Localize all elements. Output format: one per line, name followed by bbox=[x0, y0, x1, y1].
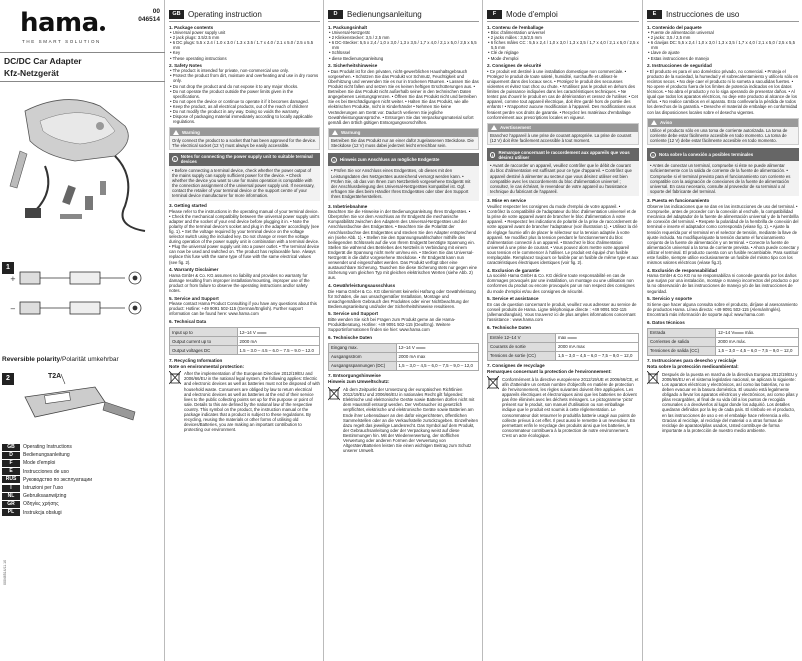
column-title: Mode d'emploi bbox=[506, 10, 558, 19]
section-heading-safety: 2. Sicherheitshinweise bbox=[328, 63, 378, 69]
language-row bbox=[2, 443, 162, 451]
language-name: Instrukcja obsługi bbox=[23, 509, 62, 516]
service-text: En cas de question concernant le produit, veuillez vous adresser au service de conseil produits de Hama. Ligne téléphonique directe : +49 9091 502-115 (allemand/anglais). Vous trouverez ici de plus amples informations concernant l'assistance : www.hama.com bbox=[487, 301, 637, 322]
column-title: Instrucciones de uso bbox=[666, 10, 740, 19]
recycling-block bbox=[328, 387, 479, 454]
section-heading-warranty: 4. Exclusion de garantie bbox=[487, 267, 540, 273]
info-icon: i bbox=[650, 152, 656, 158]
section-heading-recycling: 7. Instrucciones para desecho y reciclaje bbox=[647, 358, 737, 364]
column-de bbox=[325, 0, 483, 661]
product-title-box bbox=[0, 52, 165, 82]
warranty-text: Hama GmbH & Co KG no se responsabiliza ni concede garantía por los daños que surjan por una instalación, montaje o manejo incorrectos del producto o por la no observación de las instrucciones de manejo y/o de las instrucciones de seguridad. bbox=[647, 273, 799, 294]
warning-text: Betreiben Sie das Produkt nur an einer dafür zugelassenen Steckdose. Die Steckdose (12 V) muss dabei jederzeit leicht erreichbar sein. bbox=[331, 138, 474, 149]
recycling-block bbox=[647, 371, 799, 433]
tech-row bbox=[329, 361, 479, 370]
warning-box bbox=[647, 118, 799, 146]
contents-list bbox=[169, 30, 320, 61]
language-name: Operating Instructions bbox=[23, 444, 72, 451]
warning-title: Warnung bbox=[341, 130, 361, 136]
fuse-label: T2A bbox=[48, 373, 62, 380]
note-text: • Prüfen Sie vor Anschluss eines Endgerätes, ob dieses mit den Leistungsdaten des Netzgerätes ausreichend versorgt werden kann. • Prüfen Sie, ob das von Ihnen zum Netzbetrieb vorgesehene Endgerät mit der Anschlussbelegung des Universal-Netzgerätes kompatibel ist. Ggf. erfragen Sie dies beim Händler Ihres Endgerätes oder über den Support Ihres Endgeräteherstellers. bbox=[328, 166, 479, 201]
section-heading-warranty: 4. Exclusión de responsabilidad bbox=[647, 267, 717, 273]
note-text: • Antes de conectar un terminal, compruebe si éste se puede alimentar suficientemente con la salida de corriente de la fuente de alimentación. • Compruebe si el terminal previsto para el funcionamiento con corriente es compatible con la asignación de conexiones de la fuente de alimentación universal. En caso necesario, consulte al proveedor de su terminal o al soporte del fabricante del terminal. bbox=[647, 161, 799, 196]
list-item: • Mode d'emploi bbox=[488, 55, 519, 61]
cover-panel bbox=[0, 0, 165, 661]
section-heading-contents: 1. Packungsinhalt bbox=[328, 25, 368, 30]
section-heading-warranty: 4. Warranty Disclaimer bbox=[169, 267, 219, 273]
language-row bbox=[2, 468, 162, 476]
figure-1-number: 1 bbox=[2, 262, 14, 274]
list-item: • Keep the product, as all electrical products, out of the reach of children! bbox=[170, 103, 309, 109]
brand-tagline: THE SMART SOLUTION bbox=[22, 39, 101, 44]
start-text: Observe las indicaciones que se dan en las instrucciones de uso del terminal. • Compruebe, antes de proceder con la conexión al enchufe, la compatibilidad mecánica del adaptador de la fuente de alimentación universal y de la hembrilla de conexión del terminal. • Respete la polaridad de la hembrilla de conexión del terminal e inserte el adaptador como corresponda (véase fig. 1). • Ajuste la tensión requerida por el terminal en el selector de tensión, mediante la llave de ajuste incluida. No modifique/ajuste la tensión durante el funcionamiento conjunto de la fuente de alimentación y un terminal. • Conecte la fuente de alimentación universal a la toma de corriente prevista. • Ahora puede conectar y utilizar el terminal. El producto cuenta con un fusible recambiable. Para sustituir este fusible, siempre utilice exclusivamente un fusible del mismo tipo con los mismos valores eléctricos (véase fig.2). bbox=[647, 204, 799, 266]
column-body bbox=[487, 25, 639, 438]
section-heading-recycling: 7. Entsorgungshinweise bbox=[328, 373, 381, 379]
list-item: • 2 jack plugs: 3.5/2.5 mm bbox=[170, 35, 220, 41]
tech-value: 1,5 – 3,0 – 4,5 – 6,0 – 7,5 – 9,0 – 12,0 bbox=[555, 351, 638, 360]
language-row bbox=[2, 492, 162, 500]
tech-label: Tensiones de salida (CC) bbox=[648, 346, 716, 355]
section-heading-recycling: 7. Recycling Information bbox=[169, 357, 223, 363]
tech-value: 2000 mA max bbox=[555, 342, 638, 351]
column-header bbox=[647, 10, 799, 22]
warning-text: Only connect the product to a socket that has been approved for the device. The electrical socket (12 V) must always be easily accessible. bbox=[172, 137, 317, 148]
recycling-subheading: Nota sobre la protección medioambiental: bbox=[647, 364, 739, 370]
figure-2-number: 2 bbox=[2, 373, 14, 385]
column-es bbox=[644, 0, 802, 661]
contents-list bbox=[487, 30, 639, 61]
recycling-text: Ab dem Zeitpunkt der Umsetzung der europäischen Richtlinien 2012/19/EU und 2006/66/EU in nationales Recht gilt folgendes: Elektrische und elektronische Geräte sowie Batterien dürfen nicht mit dem Hausmüll entsorgt werden. Der Verbraucher ist gesetzlich verpflichtet, elektrische und elektronische Geräte sowie Batterien am Ende ihrer Lebensdauer an den dafür eingerichteten, öffentlichen Sammelstellen oder an die Verkaufsstelle zurückzugeben. Einzelheiten dazu regelt das jeweilige Landesrecht. Das Symbol auf dem Produkt, der Gebrauchsanleitung oder der Verpackung weist auf diese Bestimmungen hin. Mit der Wiederverwertung, der stofflichen Verwertung oder anderen Formen der Verwertung von Altgeräten/Batterien leisten Sie einen wichtigen Beitrag zum Schutz unserer Umwelt. bbox=[343, 387, 478, 454]
section-heading-warranty: 4. Gewährleistungsausschluss bbox=[328, 282, 396, 288]
fuse-figure bbox=[5, 372, 160, 432]
column-body bbox=[169, 25, 320, 432]
tech-label: Output current up to bbox=[170, 337, 238, 346]
tech-row bbox=[488, 333, 639, 342]
section-heading-safety: 2. Safety Notes bbox=[169, 63, 202, 69]
tech-row bbox=[329, 352, 479, 361]
list-item: • Schlüssel bbox=[329, 50, 351, 56]
section-heading-service: 5. Service et assistance bbox=[487, 296, 539, 302]
list-item: • 2 Klinkenstecker: 3,5 / 2,5 mm bbox=[329, 35, 390, 41]
contents-list bbox=[647, 30, 799, 61]
list-item: • Universal-Netzgerät bbox=[329, 30, 370, 36]
list-item: • 6 DC plugs: 5.5 x 2.4 / 1.0 x 3.0 / 1.3 x 3.5 / 1.7 x 4.0 / 2.1 x 5.0 / 2.5 x 5.5 mm bbox=[170, 40, 314, 51]
tech-value: 1,5 – 3,0 – 4,5 – 6,0 – 7,5 – 9,0 – 12,0 bbox=[396, 361, 479, 370]
tech-value: 1.5 – 3.0 – 4.5 – 6.0 – 7.5 – 9.0 – 12.0 bbox=[237, 346, 320, 355]
note-title: Hinweis zum Anschluss an mögliche Endgeräte bbox=[340, 157, 440, 163]
list-item: • These operating instructions bbox=[170, 55, 227, 61]
tech-label: Corrientes de salida bbox=[648, 337, 716, 346]
contents-list bbox=[328, 30, 479, 61]
tech-value: 1,5 – 3,0 – 4,5 – 6,0 – 7,5 – 9,0 – 12,0 bbox=[715, 346, 798, 355]
language-name: Bedienungsanleitung bbox=[23, 452, 70, 459]
column-header bbox=[169, 10, 320, 22]
tech-row bbox=[648, 328, 799, 337]
language-name: Gebruiksaanwijzing bbox=[23, 493, 67, 500]
tech-table bbox=[169, 327, 320, 355]
note-bar bbox=[169, 153, 320, 166]
svg-text:+: + bbox=[10, 275, 16, 283]
warning-box bbox=[169, 127, 320, 150]
language-code: D bbox=[2, 452, 20, 459]
section-heading-contents: 1. Contenido del paquete bbox=[647, 25, 702, 30]
list-item: • 2 jacks mâles : 3,5/2,5 mm bbox=[488, 35, 542, 41]
note-title: Notes for connecting the power supply unit to suitable terminal devices bbox=[180, 154, 313, 165]
warning-title: Avertissement bbox=[500, 125, 531, 131]
tech-label: Eingang max. bbox=[329, 343, 397, 352]
language-row bbox=[2, 459, 162, 467]
language-row bbox=[2, 484, 162, 492]
list-item: • Estas instrucciones de manejo bbox=[648, 55, 709, 61]
product-subtitle: Kfz-Netzgerät bbox=[4, 68, 59, 78]
warning-triangle-icon bbox=[173, 130, 179, 135]
tech-label: Courants de sortie bbox=[488, 342, 556, 351]
tech-value: 12–14 V ═══ bbox=[237, 328, 320, 337]
recycling-subheading: Hinweis zum Umweltschutz: bbox=[328, 379, 390, 385]
service-text: Si tiene que hacer alguna consulta sobre el producto, diríjase al asesoramiento de productos Hama. Línea directa: +49 9091 502-115 (Alemán/Inglés). Encontrará más información de soporte aquí: www.hama.com bbox=[647, 301, 798, 317]
note-bar bbox=[487, 148, 639, 161]
safety-text: • El producto es para el uso doméstico privado, no comercial. • Proteja el producto de la suciedad, la humedad y el sobrecalentamiento y utilícelo sólo en recintos secos. • No deje caer el producto ni lo someta a sacudidas fuertes. • No opere el producto fuera de los límites de potencia indicados en los datos técnicos. • No abra el producto y no lo siga operando de presentar daños. • Al igual que todos los aparatos eléctricos, no deje este producto al alcance de los niños. • No realice cambios en el aparato. Esto conllevaría la pérdida de todos los derechos de la garantía. • Deseche el material de embalaje en conformidad con las disposiciones locales sobre el desecho vigentes. bbox=[647, 68, 799, 115]
tech-row bbox=[648, 337, 799, 346]
svg-text:−: − bbox=[10, 305, 16, 313]
list-item: • Universal power supply unit bbox=[170, 30, 226, 36]
language-name: Οδηγίες χρήσης bbox=[23, 501, 59, 508]
tech-value: max ═══ bbox=[555, 333, 638, 342]
brand-logo bbox=[20, 8, 105, 38]
warning-text: Branchez l'appareil à une prise de courant appropriée. La prise de courant (12 V) doit être facilement accessible à tout moment. bbox=[490, 133, 632, 144]
language-row bbox=[2, 509, 162, 517]
brand-name: hama bbox=[20, 8, 99, 38]
language-name: Руководство по эксплуатации bbox=[23, 476, 92, 483]
section-heading-contents: 1. Package contents bbox=[169, 25, 214, 30]
warning-triangle-icon bbox=[651, 120, 657, 125]
service-text: Bitte wenden Sie sich bei Fragen zum Produkt gerne an die Hama-Produktberatung. Hotline: +49 9091 502-115 (Deu/Eng). Weitere Supportinformationen finden sie hier: www.hama.com bbox=[328, 317, 456, 333]
list-item: • Clé de réglage bbox=[488, 50, 519, 56]
product-code-number: 046514 bbox=[138, 16, 160, 23]
list-item: • Bloc d'alimentation universel bbox=[488, 30, 546, 36]
section-heading-service: 5. Servicio y soporte bbox=[647, 296, 692, 302]
polarity-figure bbox=[5, 262, 160, 337]
language-name: Mode d'emploi bbox=[23, 460, 56, 467]
warning-bar bbox=[648, 119, 798, 127]
recycling-text: After the implementation of the European Directive 2012/19/EU and 2006/66/EU in the national legal system, the following applies: Electric and electronic devices as well as batteries must not be disposed of with household waste. Consumers are obliged by law to return electrical and electronic devices as well as batteries at the end of their service lives to the public collecting points set up for this purpose or point of sale. Details to this are defined by the national law of the respective country. This symbol on the product, the instruction manual or the package indicates that a product is subject to these regulations. By recycling, reusing the materials or other forms of utilising old devices/Batteries, you are making an important contribution to protecting our environment. bbox=[184, 371, 320, 433]
recycling-text: Después de la puesta en marcha de la directiva Europea 2012/19/EU y 2006/66/EU en el sistema legislativo nacional, se aplicara lo siguiente: Los aparatos eléctricos y electrónicos, así como las baterías, no se deben evacuar en la basura doméstica. El usuario está legalmente obligado a llevar los aparatos eléctricos y electrónicos, así como pilas y pilas recargables, al final de su vida útil a los puntos de recogida comunales o a devolverlos al lugar donde los adquirió. Los detalles quedaran definidos por la ley de cada país. El símbolo en el producto, en las instrucciones de uso o en el embalaje hace referencia a ello. Gracias al reciclaje, al reciclaje del material o a otras formas de reciclaje de aparatos/pilas usados, Usted contribuye de forma importante a la protección de nuestro medio ambiente. bbox=[662, 371, 798, 433]
info-icon: i bbox=[331, 157, 337, 163]
note-title: Remarque concernant le raccordement aux appareils que vous désirez utiliser bbox=[498, 149, 630, 160]
language-code: F bbox=[2, 460, 20, 467]
tech-row bbox=[648, 346, 799, 355]
language-code: I bbox=[2, 485, 20, 492]
column-body bbox=[647, 25, 799, 433]
safety-text: • Das Produkt ist für den privaten, nicht-gewerblichen Haushaltsgebrauch vorgesehen. • Schützen Sie das Produkt vor Schmutz, Feuchtigkeit und Überhitzung und verwenden Sie es nur in trockenen Räumen. • Lassen Sie das Produkt nicht fallen und setzen Sie es keinen heftigen Erschütterungen aus. • Betreiben Sie das Produkt nicht außerhalb seiner in den technischen Daten angegebenen Leistungsgrenzen. • Öffnen Sie das Produkt nicht und betreiben Sie es bei Beschädigungen nicht weiter. • Halten Sie das Produkt, wie alle elektrischen Produkte, nicht in Kinderhände! • Nehmen Sie keine Veränderungen am Gerät vor. Dadurch verlieren Sie jegliche Gewährleistungsansprüche. • Entsorgen Sie das Verpackungsmaterial sofort gemäß den örtlich gültigen Entsorgungsvorschriften. bbox=[328, 68, 479, 125]
tech-label: Output voltages DC bbox=[170, 346, 238, 355]
crossed-bin-icon bbox=[487, 376, 499, 390]
warning-bar bbox=[329, 129, 478, 137]
document-code: 00046514/11.10 bbox=[3, 559, 7, 585]
list-item: • Do not drop the product and do not expose it to any major shocks. bbox=[170, 83, 299, 89]
tech-row bbox=[170, 346, 320, 355]
list-item: • Fuente de alimentación universal bbox=[648, 30, 714, 36]
warning-title: Warning bbox=[182, 129, 200, 135]
reversible-polarity-label bbox=[2, 356, 119, 363]
product-code-prefix: 00 bbox=[152, 8, 160, 15]
section-heading-contents: 1. Contenu de l'emballage bbox=[487, 25, 544, 30]
list-item: • Do not open the device or continue to operate it if it becomes damaged. bbox=[170, 98, 309, 104]
info-icon: i bbox=[172, 156, 178, 162]
section-heading-service: 5. Service and Support bbox=[169, 295, 219, 301]
tech-value: 2000 mA máx. bbox=[715, 337, 798, 346]
section-heading-service: 5. Service und Support bbox=[328, 311, 379, 317]
section-heading-start: 3. Getting started bbox=[169, 203, 207, 209]
warning-box bbox=[487, 123, 639, 146]
section-heading-start: 3. Inbetriebnahme bbox=[328, 203, 368, 209]
tech-value: 2000 mA max bbox=[396, 352, 479, 361]
recycling-block bbox=[169, 371, 320, 433]
language-badge: D bbox=[328, 10, 343, 19]
warning-bar bbox=[170, 128, 319, 136]
warning-bar bbox=[488, 124, 638, 132]
language-code: E bbox=[2, 468, 20, 475]
language-list bbox=[2, 443, 162, 517]
list-item: • diese Bedienungsanleitung bbox=[329, 55, 384, 61]
note-bar bbox=[328, 153, 479, 166]
list-item: • Llave de ajuste bbox=[648, 50, 680, 56]
tech-value: 12–14 V═══ máx. bbox=[715, 328, 798, 337]
list-item: • Key bbox=[170, 50, 181, 56]
language-badge: E bbox=[647, 10, 662, 19]
recycling-text: Conformément à la directive européenne 2012/19/UE et 2006/66/CE, et afin d'atteindre un certain nombre d'objectifs en matière de protection de l'environnement, les règles suivantes doivent être appliquées. Les appareils électriques et électroniques ainsi que les batteries ne doivent pas être éliminés avec les déchets ménagers. Le pictogramme 'picto' présent sur le produit, son manuel d'utilisation ou son emballage indique que le produit est soumis à cette réglementation. Le consommateur doit retourner le produit/la batterie usagé aux points de collecte prévus à cet effet. Il peut aussi le remettre à un revendeur. En permettant enfin le recyclage des produits ainsi que les batteries, le consommateur contribuera à la protection de notre environnement. C'est un acte écologique. bbox=[502, 376, 639, 438]
start-text: Veuillez respecter les consignes du mode d'emploi de votre appareil. • Contrôlez la compatibilité de l'adaptateur du bloc d'alimentation universel et de la prise de votre appareil avant de brancher le bloc d'alimentation à votre appareil. • Respectez les indications de polarité de la prise de raccordement de votre appareil avant de brancher l'adaptateur (voir illustration 1). • Utilisez la clé de réglage fournie afin de placer le sélecteur sur la tension adaptée à votre appareil. Ne modifiez plus la tension pendant le fonctionnement du bloc d'alimentation connecté à un appareil. • Branchez le bloc d'alimentation universel à une prise de courant. • Vous pouvez alors mettre votre appareil sous tension et le commencer à l'utiliser. Le produit est équipé d'un fusible remplaçable. Remplacez toujours ce fusible par un fusible de même type et aux caractéristiques électriques identiques (voir fig. 2). bbox=[487, 204, 639, 266]
note-title: Nota sobre la conexión a posibles terminales bbox=[659, 152, 754, 158]
tech-value: 2000 mA bbox=[237, 337, 320, 346]
tech-table bbox=[487, 333, 639, 361]
list-item: • 6 clavijas DC: 5,5 x 2,4 / 1,0 x 3,0 / 1,3 x 3,5 / 1,7 x 4,0 / 2,1 x 5,0 / 2,5 x 5,5 mm bbox=[648, 40, 795, 51]
recycling-subheading: Note on environmental protection: bbox=[169, 363, 245, 369]
warranty-text: La société Hama GmbH & Co. KG décline toute responsabilité en cas de dommages provoqués par une installation, un montage ou une utilisation non conformes du produit ou encore provoqués par un non respect des consignes du mode d'emploi et/ou des consignes de sécurité. bbox=[487, 273, 635, 294]
column-body bbox=[328, 25, 479, 453]
reversible-polarity-de: /Polarität umkehrbar bbox=[60, 356, 119, 363]
tech-label: Ausgangsspannungen (DC) bbox=[329, 361, 397, 370]
tech-table bbox=[647, 328, 799, 356]
warning-title: Aviso bbox=[660, 120, 673, 126]
warning-text: Utilice el producto sólo en una toma de corriente autorizada. La toma de corriente debe estar fácilmente accesible en todo momento. La toma de corriente (12 V) debe estar fácilmente accesible en todo momento. bbox=[650, 128, 788, 144]
language-name: Istruzioni per l'uso bbox=[23, 485, 64, 492]
list-item: • 6 fiches mâles CC : 5,5 x 2,4 / 1,0 x 3,0 / 1,3 x 3,5 / 1,7 x 4,0 / 2,1 x 5,0 / 2,5 x 5,5 mm bbox=[488, 40, 639, 51]
language-code: RUS bbox=[2, 476, 20, 483]
tech-row bbox=[488, 351, 639, 360]
language-code: PL bbox=[2, 509, 20, 516]
section-heading-tech: 6. Technical Data bbox=[169, 319, 207, 324]
product-code bbox=[112, 8, 160, 24]
tech-value: 12–14 V ═══ bbox=[396, 343, 479, 352]
recycling-subheading: Remarques concernant la protection de l'environnement: bbox=[487, 369, 612, 375]
start-text: Please refer to the instructions in the operating manual of your terminal device. • Check the mechanical compatibility between the universal power supply unit's adapter and the socket of your end device before plugging it in. • Note the polarity of the terminal device's socket and plug in the adapter accordingly (see fig. 1). • Set the voltage required by your terminal device on the voltage selector switch using the included key. Do not change or reset the voltage during operation of the power supply unit in combination with a terminal device. • Plug the universal power supply unit into a power outlet. • The terminal device can now be used and switched on. The product has replaceable fuse. Always replace this fuse with the same type of fuse with the same electrical values (see fig. 2). bbox=[169, 208, 320, 265]
safety-text: • Ce produit est destiné à une installation domestique non commerciale. • Protégez le produit de toute saleté, humidité, surchauffe et utilisez-le uniquement dans des locaux secs. • Protégez le produit des secousses violentes et évitez tout choc ou chute. • N'utilisez pas le produit en dehors des limites de puissance indiquées dans les caractéristiques techniques. • Ne tentez pas d'ouvrir le produit en cas de détérioration et cessez de l'utiliser. • Cet appareil, comme tout appareil électrique, doit être gardé hors de portée des enfants ! • N'apportez aucune modification à l'appareil. Des modifications vous feraient perdre vos droits de garantie. • Recyclez les matériaux d'emballage conformément aux prescriptions locales en vigueur. bbox=[487, 68, 638, 120]
tech-row bbox=[170, 337, 320, 346]
list-item: • The product is intended for private, non-commercial use only. bbox=[170, 68, 289, 74]
list-item: • Do not modify the product in any way. Doing so voids the warranty. bbox=[170, 109, 300, 114]
crossed-bin-icon bbox=[328, 387, 340, 401]
language-code: NL bbox=[2, 493, 20, 500]
section-heading-start: 3. Puesta en funcionamiento bbox=[647, 198, 710, 204]
column-title: Bedienungsanleitung bbox=[347, 10, 422, 19]
section-heading-recycling: 7. Consignes de recyclage bbox=[487, 363, 545, 369]
warning-box bbox=[328, 128, 479, 151]
section-heading-safety: 2. Consignes de sécurité bbox=[487, 63, 542, 69]
tech-label: Tensions de sortie (CC) bbox=[488, 351, 556, 360]
crossed-bin-icon bbox=[647, 371, 659, 385]
car-adapter-illustration bbox=[5, 86, 160, 236]
column-header bbox=[328, 10, 479, 22]
reversible-polarity-en: Reversible polarity bbox=[2, 356, 61, 363]
warranty-text: Die Hama GmbH & Co. KG übernimmt keinerlei Haftung oder Gewährleistung für Schäden, die aus unsachgemäßer Installation, Montage und unsachgemäßem Gebrauch des Produktes oder einer Nichtbeachtung der Bedienungsanleitung und/oder der Sicherheitshinweise resultieren. bbox=[328, 288, 476, 309]
list-item: • Protect the product from dirt, moisture and overheating and use in dry rooms only. bbox=[170, 73, 319, 84]
info-icon: i bbox=[490, 152, 495, 158]
section-heading-tech: 6. Technische Daten bbox=[487, 324, 532, 330]
language-row bbox=[2, 476, 162, 484]
start-text: Beachten Sie die Hinweise in der Bedienungsanleitung Ihres Endgerätes. • Überprüfen Sie vor dem Anschluss an Ihr Endgerät die mechanische Kompatibilität zwischen den Adaptern des Universal-Netzgerätes und der Anschlussbuchse des Endgerätes. • Beachten Sie die Polarität der Anschlussbuchse des Endgerätes und stecken Sie den Adapter entsprechend ein (siehe Abb. 1). • Stellen Sie den Spannungswahlschalter mithilfe des beiliegenden Schlüssels auf die von Ihrem Endgerät benötigte Spannung ein. Stellen Sie während des Betriebes des Netzteils in Verbindung mit einem Endgerät die Spannung nicht mehr um/neu ein. • Stecken Sie das Universal-Netzgerät in die dafür vorgesehene Steckdose. • Ihr Endgerät kann nun verwendet und eingeschaltet werden. Das Produkt verfügt über eine austauschbare Sicherung. Tauschen Sie diese Sicherung stets nur gegen eine Sicherung vom gleichen Typ mit gleichen elektrischen Werten (siehe Abb. 2) aus. bbox=[328, 209, 477, 281]
tech-label: Entrada bbox=[648, 328, 716, 337]
tech-label: Input up to bbox=[170, 328, 238, 337]
language-code: GB bbox=[2, 444, 20, 451]
list-item: • 2 jacks: 3,5 / 2,5 mm bbox=[648, 35, 691, 41]
warning-triangle-icon bbox=[332, 130, 338, 135]
service-text: Please contact Hama Product Consulting if you have any questions about this product: Hotline: +49 9091 502-115 (German/English). Further support information can be found here: www.hama.com bbox=[169, 301, 317, 317]
crossed-bin-icon bbox=[169, 371, 181, 385]
tech-table bbox=[328, 343, 479, 371]
column-fr bbox=[484, 0, 643, 661]
tech-label: Entrée 12–14 V bbox=[488, 333, 556, 342]
column-title: Operating instruction bbox=[188, 10, 262, 19]
note-bar bbox=[647, 148, 799, 161]
section-heading-safety: 2. Instrucciones de seguridad bbox=[647, 63, 712, 69]
language-name: Instrucciones de uso bbox=[23, 468, 69, 475]
recycling-block bbox=[487, 376, 639, 438]
section-heading-start: 3. Mise en service bbox=[487, 198, 527, 204]
list-item: • 6 DC-Stecker: 5,5 x 2,4 / 1,0 x 3,0 / 1,3 x 3,5 / 1,7 x 4,0 / 2,1 x 5,0 / 2,5 x 5,5 mm bbox=[329, 40, 477, 51]
note-text: • Avant de raccorder un appareil, veuillez contrôler que le débit de courant du bloc d'alimentation est suffisant pour ce type d'appareil. • Contrôlez que appareil destiné à alimenter au secteur que vous désirez utiliser est bien compatible avec les raccordements du bloc d'alimentation universel ; consultez, le cas échéant, le revendeur de votre appareil ou l'assistance technique du fabricant de l'appareil. bbox=[487, 161, 639, 196]
section-heading-tech: 6. Datos técnicos bbox=[647, 319, 685, 325]
list-item: • Dispose of packaging material immediately according to locally applicable regulations. bbox=[170, 114, 313, 125]
column-header bbox=[487, 10, 639, 22]
tech-label: Ausgangsstrom bbox=[329, 352, 397, 361]
section-heading-tech: 6. Technische Daten bbox=[328, 334, 373, 340]
logo-dot bbox=[100, 26, 105, 31]
product-title: DC/DC Car Adapter bbox=[4, 56, 82, 66]
language-code: GR bbox=[2, 501, 20, 508]
tech-row bbox=[329, 343, 479, 352]
language-row bbox=[2, 451, 162, 459]
safety-list bbox=[169, 68, 320, 124]
warning-triangle-icon bbox=[491, 125, 497, 130]
column-gb bbox=[166, 0, 324, 661]
tech-row bbox=[170, 328, 320, 337]
warranty-text: Hama GmbH & Co. KG assumes no liability and provides no warranty for damage resulting from improper installation/mounting, improper use of the product or from failure to observe the operating instructions and/or safety notes. bbox=[169, 272, 310, 294]
list-item: • Do not operate the product outside the power limits given in the specifications. bbox=[170, 88, 294, 99]
language-badge: F bbox=[487, 10, 502, 19]
language-badge: GB bbox=[169, 10, 184, 19]
language-row bbox=[2, 500, 162, 508]
note-text: • Before connecting a terminal device, check whether the power output of the mains supply can supply sufficient power for the device. • Check whether the device you want to use for mains operation is compatible with the connection assignment of the universal power supply unit. If necessary, contact the retailer of your terminal device or the support centre of your terminal device manufacturer for more information. bbox=[169, 166, 320, 201]
tech-row bbox=[488, 342, 639, 351]
